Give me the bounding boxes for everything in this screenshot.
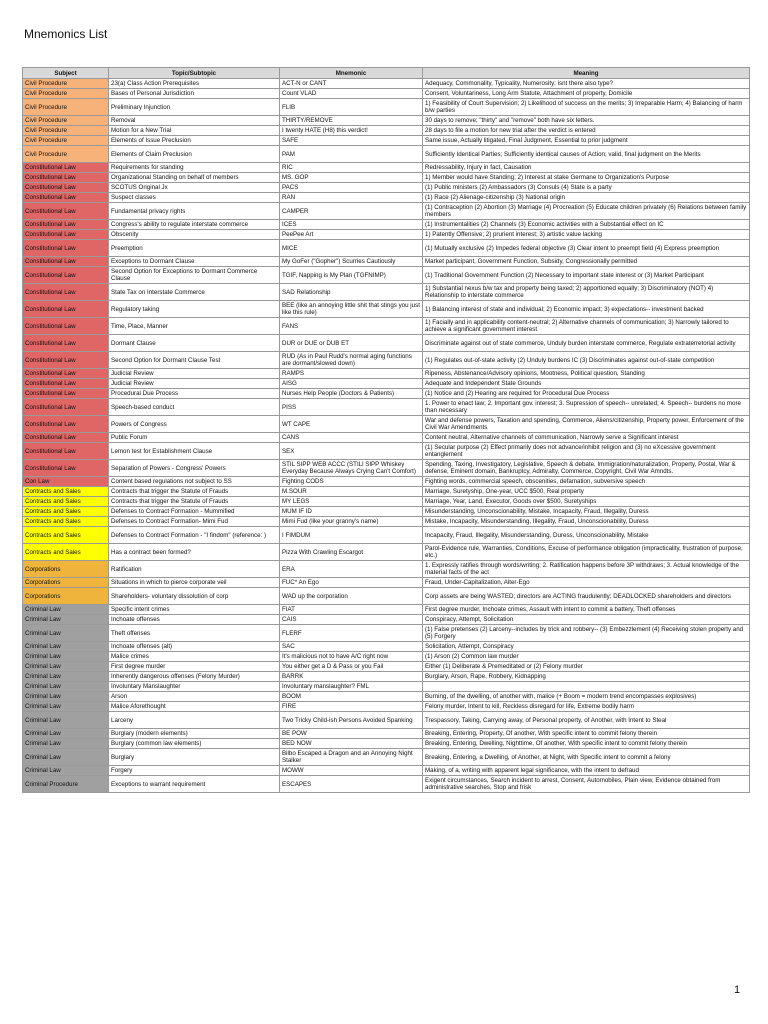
topic-cell: Contracts that trigger the Statute of Frauds <box>109 487 280 497</box>
mnemonic-cell: Count VLAD <box>280 89 423 99</box>
table-row <box>23 605 750 615</box>
table-row <box>23 416 750 433</box>
topic-cell: Fundamental privacy rights <box>109 203 280 220</box>
mnemonic-cell: STIL SIPP WEB ACCC (STILl SIPP Whiskey Everyday Because Always Crying Can't Comfort) <box>280 460 423 477</box>
mnemonic-cell: I twenty HATE (H8) this verdict! <box>280 126 423 136</box>
topic-cell: Elements of Claim Preclusion <box>109 146 280 163</box>
topic-cell: Judicial Review <box>109 369 280 379</box>
mnemonic-cell: SAD Relationship <box>280 284 423 301</box>
subject-cell: Criminal Law <box>23 615 109 625</box>
table-row <box>23 460 750 477</box>
mnemonic-cell: CAIS <box>280 615 423 625</box>
mnemonic-cell: BOOM <box>280 692 423 702</box>
subject-cell: Constitutional Law <box>23 230 109 240</box>
topic-cell: First degree murder <box>109 662 280 672</box>
topic-cell: State Tax on Interstate Commerce <box>109 284 280 301</box>
table-row <box>23 517 750 527</box>
meaning-cell: (1) Contraception (2) Abortion (3) Marriage (4) Procreation (5) Educate children privately (6) Relations between family members <box>423 203 750 220</box>
meaning-cell: Consent, Voluntariness, Long Arm Statute, Attachment of property, Domicile <box>423 89 750 99</box>
subject-cell: Civil Procedure <box>23 99 109 116</box>
meaning-cell: 1) Member would have Standing; 2) Interest at stake Germane to Organization's Purpose <box>423 173 750 183</box>
meaning-cell: Exigent circumstances, Search incident to arrest, Consent, Automobiles, Plain view, Evidence obtained from administrative searches, Stop and frisk <box>423 776 750 793</box>
meaning-cell: Sufficiently Identical Parties; Sufficiently identical causes of Action; valid, final judgment on the Merits <box>423 146 750 163</box>
meaning-cell: Breaking, Entering, Property, Of another, With specific intent to commit felony therein <box>423 729 750 739</box>
subject-cell: Criminal Law <box>23 766 109 776</box>
meaning-cell: (1) False pretenses (2) Larceny--includes by trick and robbery-- (3) Embezzlement (4) Receiving stolen property and (5) Forgery <box>423 625 750 642</box>
topic-cell: Defenses to Contract Formation - "I findom" (reference: ) <box>109 527 280 544</box>
mnemonic-cell: CAMPER <box>280 203 423 220</box>
topic-cell: Contracts that trigger the Statute of Frauds <box>109 497 280 507</box>
mnemonic-cell: ICES <box>280 220 423 230</box>
topic-cell: Inchoate offenses (alt) <box>109 642 280 652</box>
meaning-cell: Corp assets are being WASTED; directors are ACTING fraudulently; DEADLOCKED shareholders and directors <box>423 588 750 605</box>
mnemonic-cell: You either get a D & Pass or you Fail <box>280 662 423 672</box>
meaning-cell: (1) Race (2) Alienage-citizenship (3) National origin <box>423 193 750 203</box>
mnemonic-cell: SAC <box>280 642 423 652</box>
column-header-meaning: Meaning <box>423 68 750 79</box>
table-row <box>23 692 750 702</box>
subject-cell: Contracts and Sales <box>23 517 109 527</box>
topic-cell: Larceny <box>109 712 280 729</box>
meaning-cell: (1) Notice and (2) Hearing are required for Procedural Due Process <box>423 389 750 399</box>
table-row <box>23 739 750 749</box>
table-row <box>23 136 750 146</box>
mnemonic-cell: Fighting CODS <box>280 477 423 487</box>
topic-cell: Involuntary Manslaughter <box>109 682 280 692</box>
meaning-cell: Burning, of the dwelling, of another with, malice (+ Boom = modern trend encompasses explosives) <box>423 692 750 702</box>
table-row <box>23 389 750 399</box>
mnemonic-cell: AISG <box>280 379 423 389</box>
meaning-cell: Either (1) Deliberate & Premeditated or (2) Felony murder <box>423 662 750 672</box>
subject-cell: Constitutional Law <box>23 335 109 352</box>
subject-cell: Civil Procedure <box>23 79 109 89</box>
subject-cell: Con Law <box>23 477 109 487</box>
subject-cell: Constitutional Law <box>23 240 109 257</box>
meaning-cell: Incapacity, Fraud, Illegality, Misunderstanding, Duress, Unconscionability, Mistake <box>423 527 750 544</box>
subject-cell: Constitutional Law <box>23 183 109 193</box>
subject-cell: Civil Procedure <box>23 126 109 136</box>
table-row <box>23 89 750 99</box>
table-row <box>23 284 750 301</box>
subject-cell: Civil Procedure <box>23 89 109 99</box>
subject-cell: Contracts and Sales <box>23 527 109 544</box>
mnemonic-cell: PACS <box>280 183 423 193</box>
meaning-cell: Marriage, Suretyship, One-year, UCC $500, Real property <box>423 487 750 497</box>
topic-cell: Bases of Personal Jurisdiction <box>109 89 280 99</box>
table-row <box>23 652 750 662</box>
subject-cell: Constitutional Law <box>23 267 109 284</box>
subject-cell: Criminal Law <box>23 625 109 642</box>
topic-cell: Requirements for standing <box>109 163 280 173</box>
table-row <box>23 79 750 89</box>
meaning-cell: (1) Arson (2) Common law murder <box>423 652 750 662</box>
mnemonic-cell: Two Tricky Child-ish Persons Avoided Spanking <box>280 712 423 729</box>
meaning-cell: 1) Facially and in applicability content-neutral; 2) Alternative channels of communication; 3) Narrowly tailored to achieve a significant government interest <box>423 318 750 335</box>
table-row <box>23 220 750 230</box>
topic-cell: Content based regulations not subject to SS <box>109 477 280 487</box>
table-row <box>23 99 750 116</box>
meaning-cell: Fighting words, commercial speech, obscenities, defamation, subversive speech <box>423 477 750 487</box>
page-title: Mnemonics List <box>24 27 108 41</box>
table-row <box>23 749 750 766</box>
mnemonic-cell: RAN <box>280 193 423 203</box>
topic-cell: Has a contract been formed? <box>109 544 280 561</box>
topic-cell: Speech-based conduct <box>109 399 280 416</box>
mnemonic-cell: WAD up the corporation <box>280 588 423 605</box>
table-row <box>23 544 750 561</box>
table-row <box>23 369 750 379</box>
subject-cell: Constitutional Law <box>23 193 109 203</box>
table-row <box>23 433 750 443</box>
table-body <box>23 79 750 793</box>
topic-cell: Ratification <box>109 561 280 578</box>
topic-cell: Forgery <box>109 766 280 776</box>
mnemonic-cell: Nurses Help People (Doctors & Patients) <box>280 389 423 399</box>
mnemonic-cell: BED NOW <box>280 739 423 749</box>
mnemonic-cell: RUD (As in Paul Rudd's normal aging functions are dormant/slowed down) <box>280 352 423 369</box>
mnemonic-cell: Mimi Fud (like your granny's name) <box>280 517 423 527</box>
meaning-cell: 30 days to remove; "thirty" and "remove" both have six letters. <box>423 116 750 126</box>
subject-cell: Constitutional Law <box>23 257 109 267</box>
topic-cell: Malice Aforethought <box>109 702 280 712</box>
mnemonic-cell: SEX <box>280 443 423 460</box>
subject-cell: Criminal Law <box>23 662 109 672</box>
subject-cell: Constitutional Law <box>23 443 109 460</box>
mnemonic-cell: Involuntary manslaughter? FML <box>280 682 423 692</box>
subject-cell: Constitutional Law <box>23 284 109 301</box>
table-row <box>23 146 750 163</box>
table-row <box>23 173 750 183</box>
topic-cell: Congress's ability to regulate interstate commerce <box>109 220 280 230</box>
subject-cell: Criminal Law <box>23 692 109 702</box>
topic-cell: Regulatory taking <box>109 301 280 318</box>
meaning-cell: Ripeness, Abstenance/Advisory opinions, Mootness, Political question, Standing <box>423 369 750 379</box>
meaning-cell: (1) Public ministers (2) Ambassadors (3) Consuls (4) State is a party <box>423 183 750 193</box>
subject-cell: Criminal Law <box>23 605 109 615</box>
subject-cell: Contracts and Sales <box>23 497 109 507</box>
subject-cell: Civil Procedure <box>23 146 109 163</box>
mnemonics-table <box>22 67 750 793</box>
table-row <box>23 352 750 369</box>
topic-cell: Shareholders- voluntary dissolution of corp <box>109 588 280 605</box>
topic-cell: Public Forum <box>109 433 280 443</box>
topic-cell: Exceptions to Dormant Clause <box>109 257 280 267</box>
mnemonic-cell: BE POW <box>280 729 423 739</box>
meaning-cell: Conspiracy, Attempt, Solicitation <box>423 615 750 625</box>
subject-cell: Corporations <box>23 578 109 588</box>
page-number: 1 <box>734 984 741 996</box>
meaning-cell: Same issue, Actually litigated, Final Judgment, Essential to prior judgment <box>423 136 750 146</box>
topic-cell: Inchoate offenses <box>109 615 280 625</box>
subject-cell: Constitutional Law <box>23 416 109 433</box>
subject-cell: Constitutional Law <box>23 433 109 443</box>
subject-cell: Constitutional Law <box>23 318 109 335</box>
table-row <box>23 662 750 672</box>
mnemonic-cell: ERA <box>280 561 423 578</box>
meaning-cell: 28 days to file a motion for new trial after the verdict is entered <box>423 126 750 136</box>
topic-cell: Burglary (common law elements) <box>109 739 280 749</box>
meaning-cell: Redressability, Injury in fact, Causation <box>423 163 750 173</box>
topic-cell: 23(a) Class Action Prerequisites <box>109 79 280 89</box>
subject-cell: Criminal Law <box>23 712 109 729</box>
mnemonic-cell: RIC <box>280 163 423 173</box>
mnemonic-cell: MUM IF ID <box>280 507 423 517</box>
table-row <box>23 443 750 460</box>
meaning-cell: Spending, Taxing, Investigatory, Legislative, Speech & debate, Immigration/naturalization, Property, Postal, War & defense, Eminent domain, Bankruptcy, Admiralty, Commerce, Copyright, Civil War Amndts. <box>423 460 750 477</box>
table-row <box>23 487 750 497</box>
mnemonic-cell: I FIMDUM <box>280 527 423 544</box>
subject-cell: Constitutional Law <box>23 301 109 318</box>
table-header-row <box>23 68 750 79</box>
topic-cell: Arson <box>109 692 280 702</box>
subject-cell: Criminal Law <box>23 682 109 692</box>
subject-cell: Criminal Law <box>23 729 109 739</box>
subject-cell: Constitutional Law <box>23 352 109 369</box>
column-header-subject: Subject <box>23 68 109 79</box>
table-row <box>23 335 750 352</box>
meaning-cell: Fraud, Under-Capitalization, Alter-Ego <box>423 578 750 588</box>
subject-cell: Contracts and Sales <box>23 487 109 497</box>
meaning-cell: Adequate and Independent State Grounds <box>423 379 750 389</box>
mnemonic-cell: PeePee Art <box>280 230 423 240</box>
topic-cell: Organizational Standing on behalf of members <box>109 173 280 183</box>
meaning-cell: Felony murder, Intent to kill, Reckless disregard for life, Extreme bodily harm <box>423 702 750 712</box>
mnemonic-cell: My GoFer ("Gopher") Scurries Cautiously <box>280 257 423 267</box>
meaning-cell: First degree murder, Inchoate crimes, Assault with intent to commit a battery, Theft offenses <box>423 605 750 615</box>
table-row <box>23 712 750 729</box>
topic-cell: Removal <box>109 116 280 126</box>
subject-cell: Constitutional Law <box>23 460 109 477</box>
meaning-cell: Market participant, Government Function, Subsidy, Congressionally permitted <box>423 257 750 267</box>
meaning-cell: 1. Expressly ratifies through words/writing; 2. Ratification happens before 3P withdraws; 3. Actual knowledge of the material facts of the act <box>423 561 750 578</box>
mnemonic-cell: FLIB <box>280 99 423 116</box>
table-row <box>23 672 750 682</box>
column-header-mnemonic: Mnemonic <box>280 68 423 79</box>
mnemonic-cell: BARRK <box>280 672 423 682</box>
topic-cell: Specific intent crimes <box>109 605 280 615</box>
topic-cell: Burglary (modern elements) <box>109 729 280 739</box>
topic-cell: Separation of Powers - Congress' Powers <box>109 460 280 477</box>
mnemonic-cell: It's malicious not to have A/C right now <box>280 652 423 662</box>
topic-cell: Theft offenses <box>109 625 280 642</box>
subject-cell: Contracts and Sales <box>23 507 109 517</box>
mnemonic-cell: MY LEGS <box>280 497 423 507</box>
mnemonic-cell: ACT-N or CANT <box>280 79 423 89</box>
meaning-cell <box>423 682 750 692</box>
mnemonic-cell: M.SOUR <box>280 487 423 497</box>
table-row <box>23 497 750 507</box>
mnemonic-cell: FANS <box>280 318 423 335</box>
subject-cell: Constitutional Law <box>23 399 109 416</box>
meaning-cell: (1) Regulates out-of-state activity (2) Unduly burdens IC (3) Discriminates against out-of-state competition <box>423 352 750 369</box>
table-row <box>23 682 750 692</box>
mnemonic-cell: PISS <box>280 399 423 416</box>
mnemonic-cell: MOWW <box>280 766 423 776</box>
topic-cell: Malice crimes <box>109 652 280 662</box>
meaning-cell: 1) Balancing interest of state and individual; 2) Economic impact; 3) expectations-- investment backed <box>423 301 750 318</box>
topic-cell: Judicial Review <box>109 379 280 389</box>
mnemonic-cell: SAFE <box>280 136 423 146</box>
table-row <box>23 477 750 487</box>
topic-cell: Inherently dangerous offenses (Felony Murder) <box>109 672 280 682</box>
table-row <box>23 507 750 517</box>
topic-cell: Situations in which to pierce corporate veil <box>109 578 280 588</box>
table-row <box>23 267 750 284</box>
table-row <box>23 729 750 739</box>
table-row <box>23 230 750 240</box>
mnemonic-cell: WT CAPE <box>280 416 423 433</box>
table-row <box>23 183 750 193</box>
topic-cell: Lemon test for Establishment Clause <box>109 443 280 460</box>
meaning-cell: 1) Feasibility of Court Supervision; 2) Likelihood of success on the merits; 3) Irreparable Harm; 4) Balancing of harm b/w parties <box>423 99 750 116</box>
table-row <box>23 301 750 318</box>
topic-cell: Obscenity <box>109 230 280 240</box>
table-row <box>23 766 750 776</box>
meaning-cell: Making, of a, writing with apparent legal significance, with the intent to defraud <box>423 766 750 776</box>
meaning-cell: Content neutral, Alternative channels of communication, Narrowly serve a Significant interest <box>423 433 750 443</box>
subject-cell: Constitutional Law <box>23 163 109 173</box>
subject-cell: Contracts and Sales <box>23 544 109 561</box>
table-row <box>23 240 750 257</box>
meaning-cell: (1) Mutually exclusive (2) Impedes federal objective (3) Clear intent to preempt field (4) Express preemption <box>423 240 750 257</box>
topic-cell: Defenses to Contract Formation - Mummified <box>109 507 280 517</box>
meaning-cell: (1) Secular purpose (2) Effect primarily does not advance/inhibit religion and (3) no eXcessive government entanglement <box>423 443 750 460</box>
meaning-cell: Solicitation, Attempt, Conspiracy <box>423 642 750 652</box>
mnemonic-cell: ESCAPES <box>280 776 423 793</box>
topic-cell: Burglary <box>109 749 280 766</box>
table-row <box>23 702 750 712</box>
subject-cell: Criminal Law <box>23 652 109 662</box>
subject-cell: Criminal Law <box>23 702 109 712</box>
meaning-cell: Breaking, Entering, Dwelling, Nighttime, Of another, With specific intent to commit felony therein <box>423 739 750 749</box>
table-row <box>23 126 750 136</box>
table-row <box>23 588 750 605</box>
topic-cell: SCOTUS Original Jx <box>109 183 280 193</box>
meaning-cell: 1. Power to enact law; 2. Important gov. interest; 3. Supression of speech-- unrelated; 4. Speech-- burdens no more than necessary <box>423 399 750 416</box>
mnemonic-cell: Pizza With Crawling Escargot <box>280 544 423 561</box>
mnemonic-cell: MICE <box>280 240 423 257</box>
table-row <box>23 776 750 793</box>
topic-cell: Procedural Due Process <box>109 389 280 399</box>
meaning-cell: Trespassory, Taking, Carrying away, of Personal property, of Another, with Intent to Steal <box>423 712 750 729</box>
subject-cell: Criminal Law <box>23 672 109 682</box>
subject-cell: Corporations <box>23 588 109 605</box>
table-row <box>23 642 750 652</box>
table-row <box>23 203 750 220</box>
meaning-cell: Misunderstanding, Unconscionability, Mistake, Incapacity, Fraud, Illegality, Duress <box>423 507 750 517</box>
mnemonic-cell: DUR or DUE or DUB ET <box>280 335 423 352</box>
subject-cell: Criminal Law <box>23 749 109 766</box>
topic-cell: Preliminary Injunction <box>109 99 280 116</box>
meaning-cell: Mistake, Incapacity, Misunderstanding, Illegality, Fraud, Unconscionability, Duress <box>423 517 750 527</box>
mnemonic-cell: FLERF <box>280 625 423 642</box>
topic-cell: Suspect classes <box>109 193 280 203</box>
subject-cell: Constitutional Law <box>23 369 109 379</box>
topic-cell: Second Option for Exceptions to Dormant Commerce Clause <box>109 267 280 284</box>
mnemonic-cell: RAMPS <box>280 369 423 379</box>
subject-cell: Civil Procedure <box>23 116 109 126</box>
table-row <box>23 257 750 267</box>
meaning-cell: Discriminate against out of state commerce, Unduly burden interstate commerce, Regulate extraterretorial activity <box>423 335 750 352</box>
topic-cell: Motion for a New Trial <box>109 126 280 136</box>
topic-cell: Second Option for Dormant Clause Test <box>109 352 280 369</box>
meaning-cell: War and defense powers, Taxation and spending, Commerce, Aliens/citizenship, Property power, Enforcement of the Civil War Amendments <box>423 416 750 433</box>
topic-cell: Defenses to Contract Formation- Mimi Fud <box>109 517 280 527</box>
mnemonic-cell: FIRE <box>280 702 423 712</box>
topic-cell: Exceptions to warrant requirement <box>109 776 280 793</box>
topic-cell: Elements of Issue Preclusion <box>109 136 280 146</box>
subject-cell: Constitutional Law <box>23 389 109 399</box>
meaning-cell: 1) Patently Offensive; 2) prurient interest; 3) artistic value lacking <box>423 230 750 240</box>
mnemonic-cell: TGIF, Napping is My Plan (TGFNIMP) <box>280 267 423 284</box>
mnemonic-cell: BEE (like an annoying little shit that stings you just like this rule) <box>280 301 423 318</box>
table-row <box>23 625 750 642</box>
meaning-cell: 1) Substantial nexus b/w tax and property being taxed; 2) apportioned equally; 3) Discriminatory (NOT) 4) Relationship to interstate commerce <box>423 284 750 301</box>
subject-cell: Criminal Law <box>23 642 109 652</box>
mnemonic-cell: MS. GOP <box>280 173 423 183</box>
column-header-topic: Topic/Subtopic <box>109 68 280 79</box>
table-row <box>23 379 750 389</box>
meaning-cell: (1) Instrumentalities (2) Channels (3) Economic activities with a Substantial effect on IC <box>423 220 750 230</box>
meaning-cell: Marriage, Year, Land, Executor, Goods over $500, Suretyships <box>423 497 750 507</box>
subject-cell: Constitutional Law <box>23 173 109 183</box>
subject-cell: Criminal Procedure <box>23 776 109 793</box>
topic-cell: Preemption <box>109 240 280 257</box>
topic-cell: Time, Place, Manner <box>109 318 280 335</box>
table-row <box>23 527 750 544</box>
mnemonic-cell: FUC* An Ego <box>280 578 423 588</box>
table-row <box>23 318 750 335</box>
meaning-cell: Burglary, Arson, Rape, Robbery, Kidnapping <box>423 672 750 682</box>
meaning-cell: (1) Traditional Government Function (2) Necessary to important state interest or (3) Market Participant <box>423 267 750 284</box>
mnemonic-cell: Bilbo Escaped a Dragon and an Annoying Night Stalker <box>280 749 423 766</box>
subject-cell: Constitutional Law <box>23 203 109 220</box>
table-row <box>23 561 750 578</box>
mnemonic-cell: FIAT <box>280 605 423 615</box>
meaning-cell: Breaking, Entering, a Dwelling, of Another, at Night, with Specific intent to commit a felony <box>423 749 750 766</box>
table-row <box>23 399 750 416</box>
topic-cell: Dormant Clause <box>109 335 280 352</box>
subject-cell: Constitutional Law <box>23 379 109 389</box>
subject-cell: Constitutional Law <box>23 220 109 230</box>
table-row <box>23 578 750 588</box>
table-row <box>23 193 750 203</box>
table-row <box>23 163 750 173</box>
subject-cell: Criminal Law <box>23 739 109 749</box>
meaning-cell: Adequacy, Commonality, Typicality, Numerosity; isnt there also type? <box>423 79 750 89</box>
subject-cell: Corporations <box>23 561 109 578</box>
topic-cell: Powers of Congress <box>109 416 280 433</box>
mnemonic-cell: THIRTY/REMOVE <box>280 116 423 126</box>
mnemonic-cell: CANS <box>280 433 423 443</box>
meaning-cell: Parol-Evidence rule, Warranties, Conditions, Excuse of performance obligation (impracticality, frustration of purpose, etc.) <box>423 544 750 561</box>
table-row <box>23 615 750 625</box>
table-row <box>23 116 750 126</box>
subject-cell: Civil Procedure <box>23 136 109 146</box>
mnemonic-cell: PAM <box>280 146 423 163</box>
